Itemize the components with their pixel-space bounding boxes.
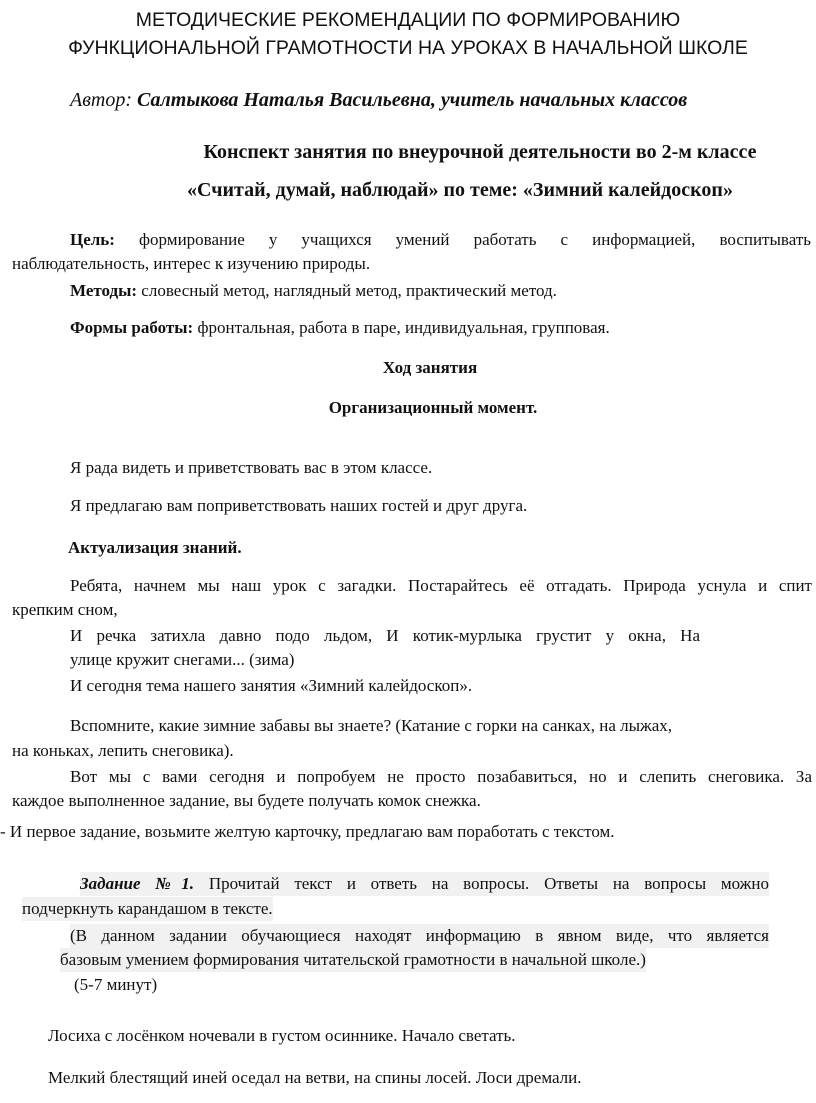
task1-line-1 xyxy=(80,872,769,896)
riddle-line-4: улице кружит снегами... (зима) xyxy=(70,650,295,669)
author-label: Автор: xyxy=(70,89,133,111)
fun-line-4: каждое выполненное задание, вы будете получать комок снежка. xyxy=(12,791,481,810)
methods-text: словесный метод, наглядный метод, практический метод. xyxy=(141,281,557,300)
author-line xyxy=(70,86,687,114)
title-line-1: МЕТОДИЧЕСКИЕ РЕКОМЕНДАЦИИ ПО ФОРМИРОВАНИЮ xyxy=(135,9,681,31)
forms-text: фронтальная, работа в паре, индивидуальная, групповая. xyxy=(197,318,610,337)
author-name: Салтыкова Наталья Васильевна, учитель начальных классов xyxy=(137,89,688,111)
story-line-1: Лосиха с лосёнком ночевали в густом осиннике. Начало светать. xyxy=(48,1026,516,1045)
forms-line xyxy=(70,316,610,340)
task1-note-1: (В данном задании обучающиеся находят информацию в явном виде, что является xyxy=(70,924,769,948)
task1-text-1b: Ответы на вопросы можно xyxy=(544,874,770,893)
task1-note-2: базовым умением формирования читательской грамотности в начальной школе.) xyxy=(60,948,646,972)
org-heading: Организационный момент. xyxy=(328,398,538,417)
task1-text-1: Прочитай текст и ответь на вопросы. xyxy=(208,874,530,893)
riddle-line-3: И речка затихла давно подо льдом, И котик-мурлыка грустит у окна, На xyxy=(70,626,700,645)
riddle-line-1: Ребята, начнем мы наш урок с загадки. Постарайтесь её отгадать. Природа уснула и спит xyxy=(70,576,812,595)
greeting-2: Я предлагаю вам поприветствовать наших гостей и друг друга. xyxy=(70,496,528,515)
goal-label: Цель: xyxy=(70,230,115,249)
goal-text-1: формирование у учащихся умений работать с информацией, воспитывать xyxy=(139,230,811,249)
greeting-1: Я рада видеть и приветствовать вас в этом классе. xyxy=(70,458,433,477)
subtitle-line-1: Конспект занятия по внеурочной деятельности во 2-м классе xyxy=(203,141,757,163)
title-line-2: ФУНКЦИОНАЛЬНОЙ ГРАМОТНОСТИ НА УРОКАХ В НАЧАЛЬНОЙ ШКОЛЕ xyxy=(68,37,748,59)
first-task-intro: - И первое задание, возьмите желтую карточку, предлагаю вам поработать с текстом. xyxy=(0,822,615,841)
actualization-heading: Актуализация знаний. xyxy=(68,538,242,557)
methods-label: Методы: xyxy=(70,281,138,300)
task1-line-2: подчеркнуть карандашом в тексте. xyxy=(22,897,273,921)
goal-line-1 xyxy=(70,228,811,252)
methods-line xyxy=(70,279,557,303)
subtitle-line-2: «Считай, думай, наблюдай» по теме: «Зимний калейдоскоп» xyxy=(187,179,733,201)
fun-line-3: Вот мы с вами сегодня и попробуем не просто позабавиться, но и слепить снеговика. За xyxy=(70,767,812,786)
course-heading: Ход занятия xyxy=(382,358,478,377)
fun-line-1: Вспомните, какие зимние забавы вы знаете? (Катание с горки на санках, на лыжах, xyxy=(70,716,673,735)
riddle-line-2: крепким сном, xyxy=(12,600,118,619)
fun-line-2: на коньках, лепить снеговика). xyxy=(12,741,234,760)
task1-time: (5-7 минут) xyxy=(74,975,158,994)
riddle-line-5: И сегодня тема нашего занятия «Зимний калейдоскоп». xyxy=(70,676,473,695)
story-line-2: Мелкий блестящий иней оседал на ветви, на спины лосей. Лоси дремали. xyxy=(48,1068,582,1087)
forms-label: Формы работы: xyxy=(70,318,194,337)
goal-line-2: наблюдательность, интерес к изучению природы. xyxy=(12,254,371,273)
task1-label: Задание №1. xyxy=(80,874,195,893)
